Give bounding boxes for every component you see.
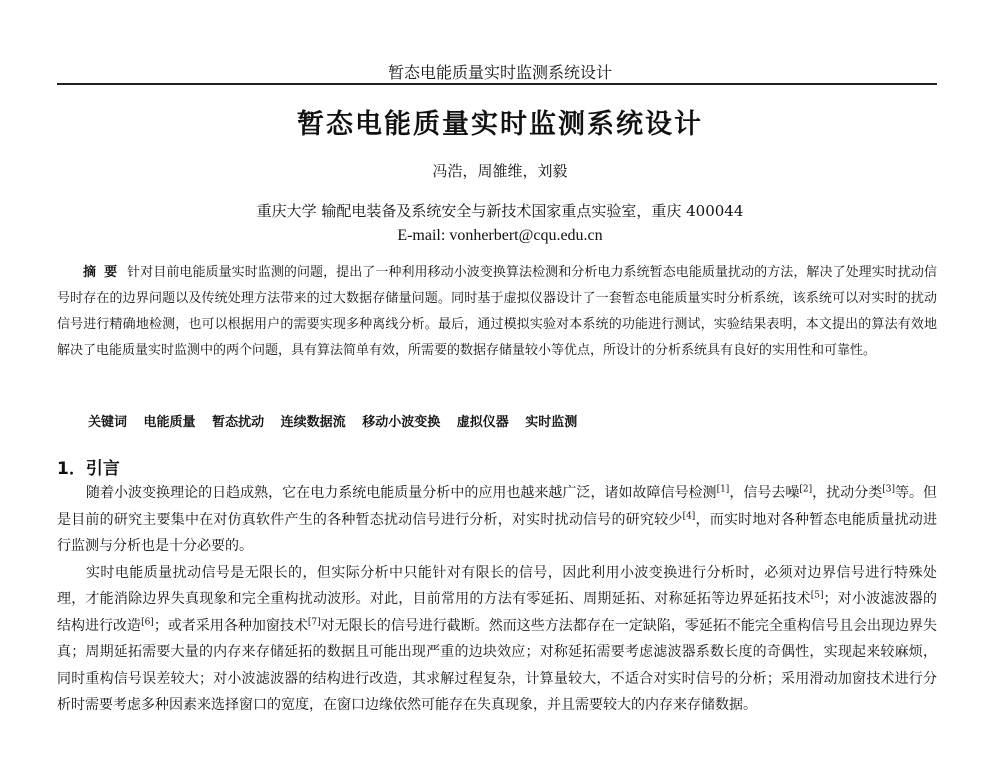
citation: [3]	[882, 484, 895, 495]
citation: [4]	[682, 510, 696, 521]
authors: 冯浩，周雒维，刘毅	[432, 162, 568, 180]
citation: [7]	[307, 616, 321, 627]
text-run: ；对小波滤波器的结构进行改造	[57, 591, 937, 634]
keyword: 实时监测	[525, 415, 578, 430]
paragraph	[57, 560, 937, 719]
paragraph	[57, 480, 937, 560]
citation: [6]	[141, 616, 154, 627]
keywords-label: 关键词	[88, 415, 128, 430]
citation: [1]	[716, 484, 730, 495]
text-run: 实时电能质量扰动信号是无限长的，但实际分析中只能针对有限长的信号，因此利用小波变换进行分析时，必须对边界信号进行特殊处理，才能消除边界失真现象和完全重构扰动波形。对此，目前常用的方法有零延拓、周期延拓、对称延拓等边界延拓技术	[57, 564, 937, 607]
keyword: 移动小波变换	[362, 415, 441, 430]
text-run: 对无限长的信号进行截断。然而这些方法都存在一定缺陷，零延拓不能完全重构信号且会出现边界失真；周期延拓需要大量的内存来存储延拓的数据且可能出现严重的边块效应；对称延拓需要考虑滤波器系数长度的奇偶性，实现起来较麻烦，同时重构信号误差较大；对小波滤波器的结构进行改造，其求解过程复杂，计算量较大，不适合对实时信号的分析；采用滑动加窗技术进行分析时需要考虑多种因素来选择窗口的宽度，在窗口边缘依然可能存在失真现象，并且需要较大的内存来存储数据。	[57, 617, 938, 713]
running-header: 暂态电能质量实时监测系统设计	[387, 63, 612, 82]
abstract-label: 摘要	[83, 265, 126, 280]
text-run: ，而实时地对各种暂态电能质量扰动进行监测与分析也是十分必要的。	[57, 511, 938, 554]
keyword: 暂态扰动	[212, 415, 265, 430]
email: E-mail: vonherbert@cqu.edu.cn	[397, 227, 603, 244]
citation: [2]	[799, 484, 813, 495]
section-body	[57, 480, 937, 719]
header-rule	[57, 83, 937, 85]
abstract	[57, 260, 937, 364]
citation: [5]	[810, 590, 824, 601]
keywords	[88, 411, 577, 430]
text-run: 随着小波变换理论的日趋成熟，它在电力系统电能质量分析中的应用也越来越广泛，诸如故障信号检测	[86, 485, 717, 501]
paper-title: 暂态电能质量实时监测系统设计	[297, 109, 703, 140]
section-heading: 1．引言	[57, 459, 120, 479]
abstract-text: 针对目前电能质量实时监测的问题，提出了一种利用移动小波变换算法检测和分析电力系统暂态电能质量扰动的方法，解决了处理实时扰动信号时存在的边界问题以及传统处理方法带来的过大数据存储量问题。同时基于虚拟仪器设计了一套暂态电能质量实时分析系统，该系统可以对实时的扰动信号进行精确地检测，也可以根据用户的需要实现多种离线分析。最后，通过模拟实验对本系统的功能进行测试，实验结果表明，本文提出的算法有效地解决了电能质量实时监测中的两个问题，具有算法简单有效，所需要的数据存储量较小等优点，所设计的分析系统具有良好的实用性和可靠性。	[57, 265, 937, 358]
text-run: 等。但是目前的研究主要集中在对仿真软件产生的各种暂态扰动信号进行分析，对实时扰动信号的研究较少	[57, 485, 938, 528]
text-run: ，扰动分类	[812, 485, 883, 501]
keyword: 连续数据流	[280, 415, 346, 430]
text-run: ；或者采用各种加窗技术	[153, 617, 308, 634]
text-run: ，信号去噪	[729, 485, 800, 501]
keyword: 电能质量	[143, 415, 196, 430]
keyword: 虚拟仪器	[456, 415, 509, 430]
affiliation: 重庆大学 输配电装备及系统安全与新技术国家重点实验室，重庆 400044	[256, 202, 744, 220]
